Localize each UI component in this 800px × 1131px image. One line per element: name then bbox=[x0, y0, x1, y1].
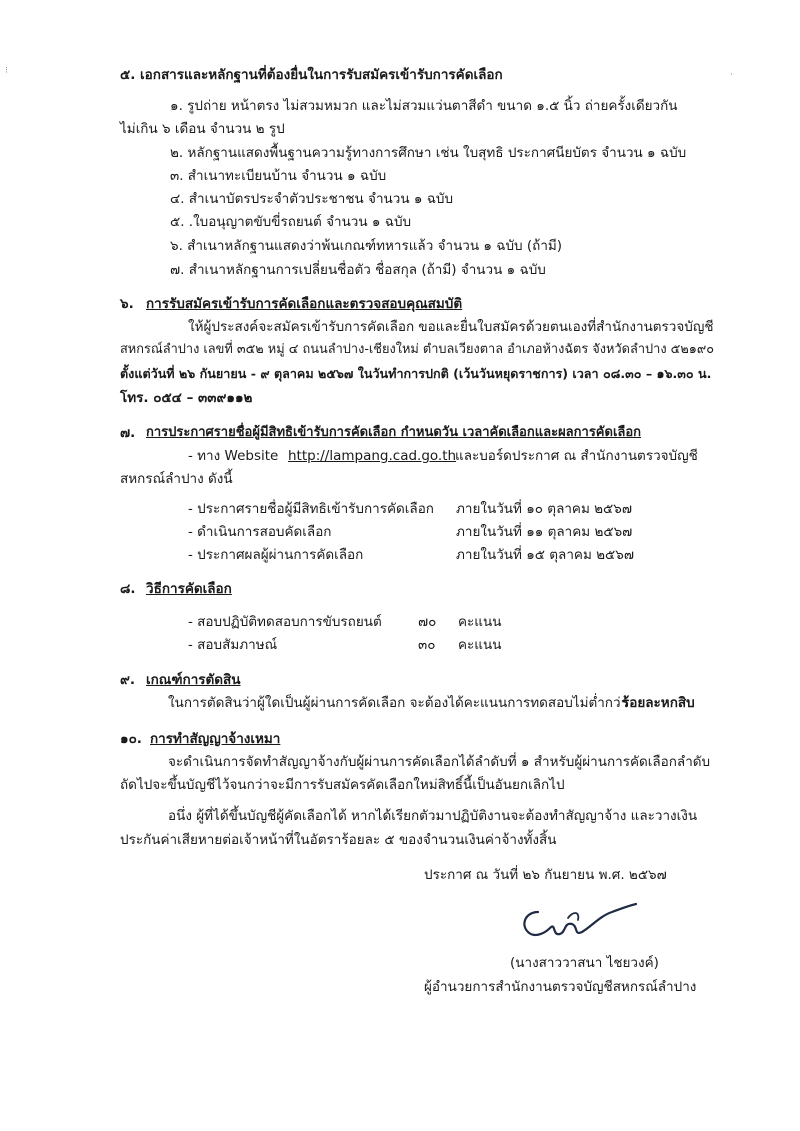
section-8-heading: วิธีการคัดเลือก bbox=[146, 581, 232, 597]
section-5-heading: ๕. เอกสารและหลักฐานที่ต้องยื่นในการรับสมัครเข้ารับการคัดเลือก bbox=[120, 67, 503, 83]
s5-item-5: ๕. .ใบอนุญาตขับขี่รถยนต์ จำนวน ๑ ฉบับ bbox=[170, 214, 412, 230]
section-9-heading: เกณฑ์การตัดสิน bbox=[146, 672, 241, 688]
s10-p1-line-1: จะดำเนินการจัดทำสัญญาจ้างกับผู้ผ่านการคัดเลือกได้ลำดับที่ ๑ สำหรับผู้ผ่านการคัดเลือกลำดับ bbox=[168, 754, 711, 770]
s10-p2-line-2: ประกันค่าเสียหายต่อเจ้าหน้าที่ในอัตราร้อยละ ๕ ของจำนวนเงินค่าจ้างทั้งสิ้น bbox=[120, 832, 557, 848]
signatory-position: ผู้อำนวยการสำนักงานตรวจบัญชีสหกรณ์ลำปาง bbox=[424, 979, 697, 995]
section-6-heading: การรับสมัครเข้ารับการคัดเลือกและตรวจสอบคุณสมบัติ bbox=[146, 296, 463, 312]
scan-mark-left: ⁝ bbox=[5, 66, 8, 76]
section-8-number: ๘. bbox=[120, 581, 136, 597]
website-link[interactable]: http://lampang.cad.go.th bbox=[288, 448, 457, 464]
method-score: ๓๐ bbox=[418, 637, 436, 653]
s7-web-prefix: - ทาง Website bbox=[188, 448, 279, 464]
s6-line-3: ตั้งแต่วันที่ ๒๖ กันยายน - ๙ ตุลาคม ๒๕๖๗ ในวันทำการปกติ (เว้นวันหยุดราชการ) เวลา ๐๘.๓๐ – ๑๖.๓๐ น. bbox=[120, 366, 712, 381]
schedule-date: ภายในวันที่ ๑๕ ตุลาคม ๒๕๖๗ bbox=[456, 547, 634, 563]
s7-web-suffix: และบอร์ดประกาศ ณ สำนักงานตรวจบัญชี bbox=[455, 448, 698, 464]
section-6-number: ๖. bbox=[120, 296, 134, 312]
section-10-number: ๑๐. bbox=[120, 731, 142, 747]
s5-item-3: ๓. สำเนาทะเบียนบ้าน จำนวน ๑ ฉบับ bbox=[170, 168, 387, 184]
s6-line-2: สหกรณ์ลำปาง เลขที่ ๓๕๒ หมู่ ๔ ถนนลำปาง-เชียงใหม่ ตำบลเวียงตาล อำเภอห้างฉัตร จังหวัดลำปาง ๕๒๑๙๐ bbox=[120, 342, 715, 357]
s5-item-2: ๒. หลักฐานแสดงพื้นฐานความรู้ทางการศึกษา เช่น ใบสุทธิ ประกาศนียบัตร จำนวน ๑ ฉบับ bbox=[170, 145, 687, 161]
s6-line-4: โทร. ๐๕๔ – ๓๓๙๑๑๒ bbox=[120, 390, 253, 406]
signature bbox=[516, 898, 646, 948]
method-label: - สอบปฏิบัติทดสอบการขับรถยนต์ bbox=[188, 614, 382, 630]
scan-mark-right: · bbox=[730, 70, 733, 80]
schedule-label: - ประกาศรายชื่อผู้มีสิทธิเข้ารับการคัดเลือก bbox=[188, 501, 434, 517]
schedule-label: - ดำเนินการสอบคัดเลือก bbox=[188, 524, 332, 540]
schedule-date: ภายในวันที่ ๑๐ ตุลาคม ๒๕๖๗ bbox=[456, 501, 632, 517]
s5-item-6: ๖. สำเนาหลักฐานแสดงว่าพ้นเกณฑ์ทหารแล้ว จำนวน ๑ ฉบับ (ถ้ามี) bbox=[170, 238, 563, 254]
s5-item-4: ๔. สำเนาบัตรประจำตัวประชาชน จำนวน ๑ ฉบับ bbox=[170, 191, 454, 207]
section-10-heading: การทำสัญญาจ้างเหมา bbox=[150, 731, 281, 747]
section-7-heading: การประกาศรายชื่อผู้มีสิทธิเข้ารับการคัดเลือก กำหนดวัน เวลาคัดเลือกและผลการคัดเลือก bbox=[146, 425, 642, 440]
section-9-number: ๙. bbox=[120, 672, 136, 688]
s6-line-1: ให้ผู้ประสงค์จะสมัครเข้ารับการคัดเลือก ขอและยื่นใบสมัครด้วยตนเองที่สำนักงานตรวจบัญชี bbox=[188, 319, 714, 335]
announcement-date: ประกาศ ณ วันที่ ๒๖ กันยายน พ.ศ. ๒๕๖๗ bbox=[424, 867, 667, 883]
s9-text-bold: ร้อยละหกสิบ bbox=[622, 695, 695, 711]
s10-p2-line-1: อนึ่ง ผู้ที่ได้ขึ้นบัญชีผู้คัดเลือกได้ หากได้เรียกตัวมาปฏิบัติงานจะต้องทำสัญญาจ้าง และวางเงิน bbox=[168, 808, 698, 824]
s5-item-7: ๗. สำเนาหลักฐานการเปลี่ยนชื่อตัว ชื่อสกุล (ถ้ามี) จำนวน ๑ ฉบับ bbox=[170, 262, 546, 278]
s10-p1-line-2: ถัดไปจะขึ้นบัญชีไว้จนกว่าจะมีการรับสมัครคัดเลือกใหม่สิทธิ์นี้เป็นอันยกเลิกไป bbox=[120, 777, 565, 793]
section-7-number: ๗. bbox=[120, 425, 136, 441]
method-unit: คะแนน bbox=[458, 637, 502, 653]
method-unit: คะแนน bbox=[458, 614, 502, 630]
method-score: ๗๐ bbox=[418, 614, 437, 630]
schedule-label: - ประกาศผลผู้ผ่านการคัดเลือก bbox=[188, 547, 364, 563]
signatory-name: (นางสาววาสนา ไชยวงค์) bbox=[510, 955, 659, 971]
s5-item-1-line-2: ไม่เกิน ๖ เดือน จำนวน ๒ รูป bbox=[120, 121, 285, 137]
s5-item-1-line-1: ๑. รูปถ่าย หน้าตรง ไม่สวมหมวก และไม่สวมแว่นตาสีดำ ขนาด ๑.๕ นิ้ว ถ่ายครั้งเดียวกัน bbox=[170, 98, 678, 114]
schedule-date: ภายในวันที่ ๑๑ ตุลาคม ๒๕๖๗ bbox=[456, 524, 633, 540]
s7-web-line-2: สหกรณ์ลำปาง ดังนี้ bbox=[120, 471, 233, 487]
method-label: - สอบสัมภาษณ์ bbox=[188, 637, 278, 653]
s9-text: ในการตัดสินว่าผู้ใดเป็นผู้ผ่านการคัดเลือก จะต้องได้คะแนนการทดสอบไม่ต่ำกว่า bbox=[168, 695, 629, 711]
